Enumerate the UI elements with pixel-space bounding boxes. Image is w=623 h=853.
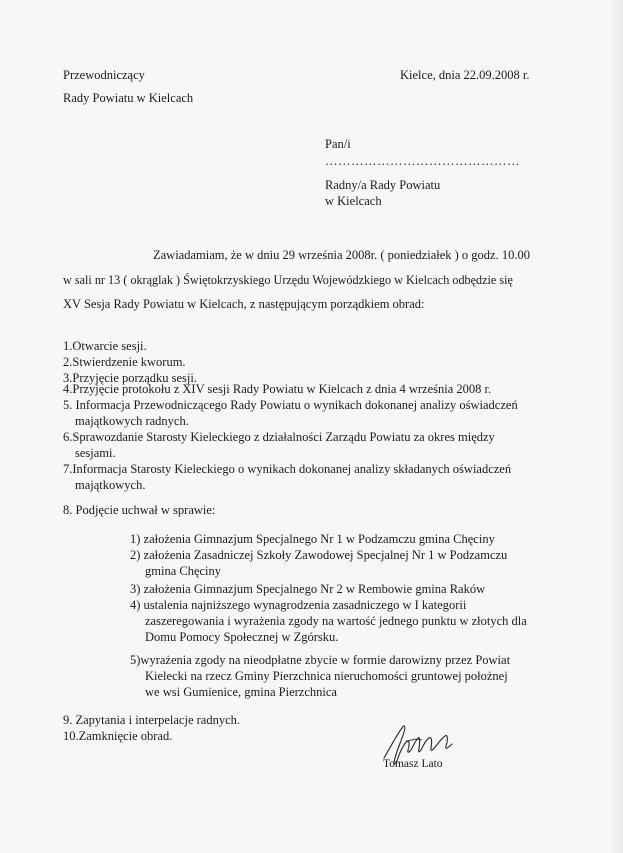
agenda-item: 3.Przyjęcie porządku sesji. [63, 371, 197, 385]
agenda-item: 4.Przyjęcie protokołu z XIV sesji Rady Powiatu w Kielcach z dnia 4 września 2008 r. [63, 382, 492, 396]
resolution-item-continuation: gmina Chęciny [145, 564, 222, 578]
agenda-item-continuation: majątkowych radnych. [75, 414, 189, 428]
resolution-item: 5)wyrażenia zgody na nieodpłatne zbycie w formie darowizny przez Powiat [130, 653, 511, 667]
recipient-line2: w Kielcach [325, 194, 382, 208]
agenda-item-9: 9. Zapytania i interpelacje radnych. [63, 713, 241, 727]
page-edge-shadow [609, 0, 623, 853]
signatory-name: Tomasz Lato [383, 758, 443, 770]
resolution-item-continuation: Domu Pomocy Społecznej w Zgórsku. [145, 630, 339, 644]
agenda-item-continuation: sesjami. [75, 446, 116, 460]
recipient-salutation: Pan/i [325, 137, 351, 151]
agenda-item-continuation: majątkowych. [75, 478, 146, 492]
resolution-item: 3) założenia Gimnazjum Specjalnego Nr 2 w Rembowie gmina Raków [130, 582, 486, 596]
place-date: Kielce, dnia 22.09.2008 r. [400, 68, 530, 82]
resolution-item: 2) założenia Zasadniczej Szkoły Zawodowej Specjalnej Nr 1 w Podzamczu [130, 548, 508, 562]
recipient-line1: Radny/a Rady Powiatu [325, 178, 441, 192]
resolution-item: 1) założenia Gimnazjum Specjalnego Nr 1 w Podzamczu gmina Chęciny [130, 532, 495, 546]
agenda-item: 5. Informacja Przewodniczącego Rady Powiatu o wynikach dokonanej analizy oświadczeń [63, 398, 518, 412]
agenda-item: 2.Stwierdzenie kworum. [63, 355, 186, 369]
agenda-item: 1.Otwarcie sesji. [63, 339, 147, 353]
agenda-item-8: 8. Podjęcie uchwał w sprawie: [63, 503, 216, 517]
resolution-item: 4) ustalenia najniższego wynagrodzenia zasadniczego w I kategorii [130, 598, 467, 612]
resolution-item-continuation: we wsi Gumienice, gmina Pierzchnica [145, 685, 337, 699]
resolution-item-continuation: Kielecki na rzecz Gminy Pierzchnica nieruchomości gruntowej położnej [145, 669, 508, 683]
recipient-dots: ……………………………………… [325, 154, 520, 168]
resolution-item-continuation: zaszeregowania i wyrażenia zgody na wartość jednego punktu w złotych dla [145, 614, 527, 628]
agenda-item: 6.Sprawozdanie Starosty Kieleckiego z działalności Zarządu Powiatu za okres między [63, 430, 495, 444]
body-line3: XV Sesja Rady Powiatu w Kielcach, z następującym porządkiem obrad: [63, 297, 425, 311]
sender-title: Przewodniczący [63, 68, 145, 82]
body-line2: w sali nr 13 ( okrąglak ) Świętokrzyskiego Urzędu Wojewódzkiego w Kielcach odbędzie się [63, 273, 513, 287]
body-line1: Zawiadamiam, że w dniu 29 września 2008r. ( poniedziałek ) o godz. 10.00 [153, 248, 530, 262]
agenda-item-10: 10.Zamknięcie obrad. [63, 729, 173, 743]
sender-council: Rady Powiatu w Kielcach [63, 91, 194, 105]
agenda-item: 7.Informacja Starosty Kieleckiego o wynikach dokonanej analizy składanych oświadczeń [63, 462, 512, 476]
